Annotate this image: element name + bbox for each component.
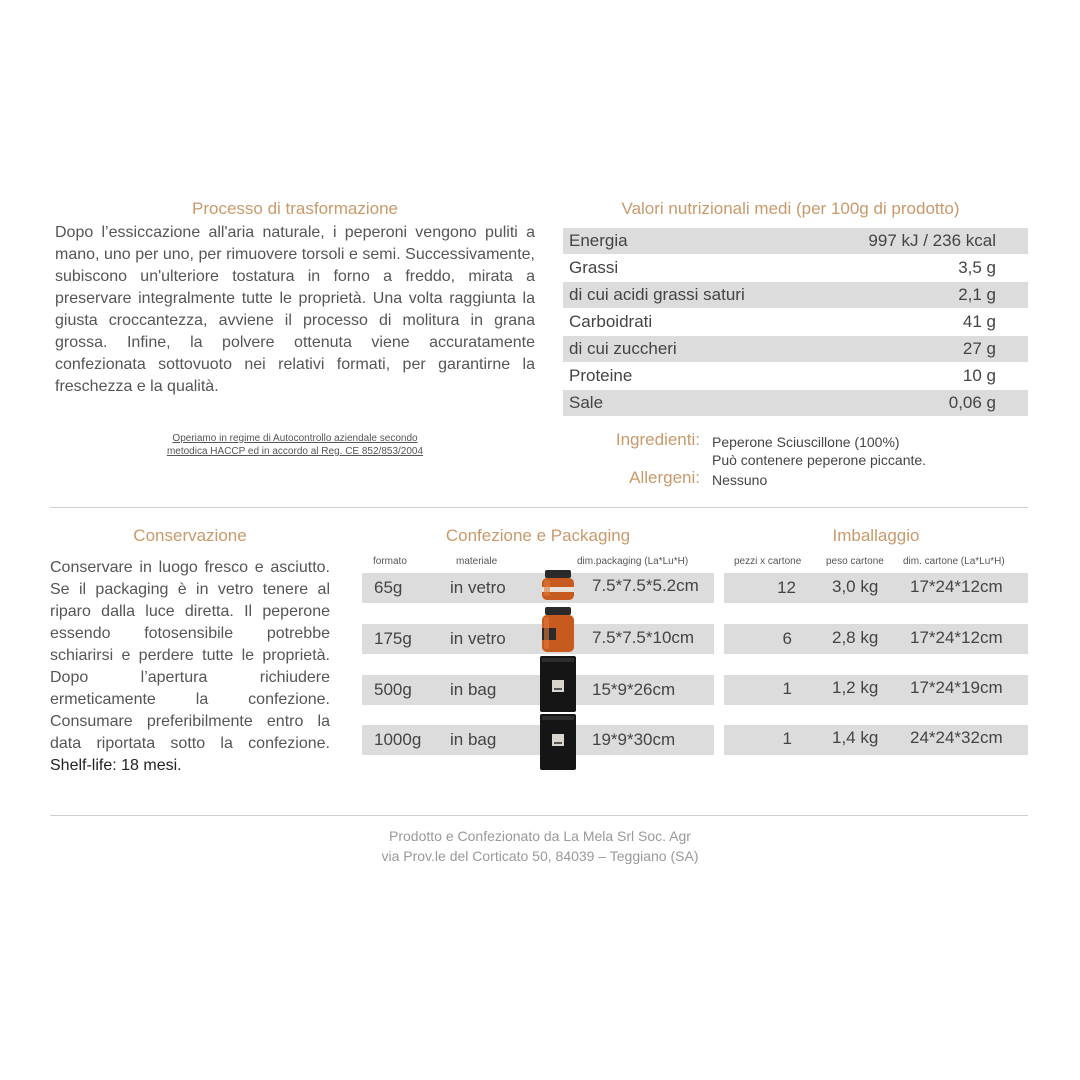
nutrition-label: Grassi bbox=[569, 258, 619, 277]
packaging-dim: 7.5*7.5*10cm bbox=[592, 628, 695, 647]
nutrition-label: di cui acidi grassi saturi bbox=[569, 285, 745, 304]
nutrition-row bbox=[563, 309, 1028, 335]
jar-tall-icon bbox=[539, 606, 577, 654]
footer bbox=[240, 826, 840, 866]
nutrition-row bbox=[563, 228, 1028, 254]
col-formato: formato bbox=[373, 556, 407, 567]
packaging-formato: 175g bbox=[374, 629, 412, 648]
imballaggio-pezzi: 1 bbox=[782, 679, 792, 698]
imballaggio-peso: 2,8 kg bbox=[832, 628, 879, 647]
ingredients-label: Ingredienti: bbox=[615, 430, 700, 449]
imballaggio-pezzi: 6 bbox=[782, 629, 792, 648]
packaging-materiale: in bag bbox=[450, 680, 497, 699]
nutrition-title: Valori nutrizionali medi (per 100g di prodotto) bbox=[621, 199, 960, 218]
packaging-formato: 65g bbox=[374, 578, 403, 597]
footer-company: Prodotto e Confezionato da La Mela Srl Soc. Agr bbox=[389, 828, 691, 844]
nutrition-value: 3,5 g bbox=[958, 258, 996, 277]
col-materiale: materiale bbox=[456, 556, 498, 567]
allergens-value: Nessuno bbox=[712, 472, 768, 488]
imballaggio-pezzi: 12 bbox=[777, 578, 796, 597]
nutrition-value: 41 g bbox=[962, 312, 996, 331]
nutrition-row bbox=[563, 363, 1028, 389]
packaging-materiale: in vetro bbox=[450, 629, 506, 648]
bag-icon bbox=[540, 656, 576, 712]
nutrition-label: Sale bbox=[569, 393, 604, 412]
haccp-note-line1: Operiamo in regime di Autocontrollo aziendale secondo bbox=[172, 433, 418, 444]
nutrition-row bbox=[563, 282, 1028, 308]
packaging-dim: 7.5*7.5*5.2cm bbox=[592, 576, 699, 595]
col-peso: peso cartone bbox=[826, 556, 884, 567]
imballaggio-dim: 24*24*32cm bbox=[910, 728, 1003, 747]
nutrition-value: 997 kJ / 236 kcal bbox=[868, 231, 996, 250]
footer-address: via Prov.le del Corticato 50, 84039 – Teggiano (SA) bbox=[381, 848, 699, 864]
packaging-title: Confezione e Packaging bbox=[445, 526, 631, 545]
col-dim-packaging: dim.packaging (La*Lu*H) bbox=[577, 556, 689, 567]
footer-divider bbox=[50, 815, 1028, 816]
bag-icon bbox=[540, 714, 576, 770]
ingredients-line2: Può contenere peperone piccante. bbox=[712, 452, 927, 468]
ingredients-line1: Peperone Sciuscillone (100%) bbox=[712, 434, 900, 450]
imballaggio-dim: 17*24*12cm bbox=[910, 577, 1003, 596]
allergens-label: Allergeni: bbox=[629, 468, 700, 487]
nutrition-row bbox=[563, 255, 1028, 281]
nutrition-label: di cui zuccheri bbox=[569, 339, 677, 358]
ingredients-value bbox=[712, 433, 926, 469]
packaging-materiale: in bag bbox=[450, 730, 497, 749]
packaging-dim: 19*9*30cm bbox=[592, 730, 676, 749]
nutrition-value: 0,06 g bbox=[948, 393, 996, 412]
nutrition-value: 10 g bbox=[962, 366, 996, 385]
process-text: Dopo l’essiccazione all'aria naturale, i peperoni vengono puliti a mano, uno per uno, per rimuovere torsoli e semi. Successivamente, subiscono un'ulteriore tostatura in forno a freddo, mirata a preservare integralmente tutte le proprietà. Una volta raggiunta la giusta croccantezza, avviene il processo di molitura in grana grossa. Infine, la polvere ottenuta viene accuratamente confezionata sottovuoto nei relativi formati, per garantirne la freschezza e la qualità. bbox=[55, 224, 535, 395]
nutrition-row bbox=[563, 390, 1028, 416]
imballaggio-peso: 1,2 kg bbox=[832, 678, 879, 697]
col-dim-cartone: dim. cartone (La*Lu*H) bbox=[903, 556, 1005, 567]
jar-small-icon bbox=[539, 569, 577, 603]
imballaggio-title: Imballaggio bbox=[832, 526, 920, 545]
conservation-text bbox=[50, 557, 330, 777]
packaging-formato: 1000g bbox=[374, 730, 422, 749]
section-divider bbox=[50, 507, 1028, 508]
nutrition-value: 2,1 g bbox=[958, 285, 996, 304]
imballaggio-pezzi: 1 bbox=[782, 729, 792, 748]
packaging-dim: 15*9*26cm bbox=[592, 680, 676, 699]
haccp-note-line2: metodica HACCP ed in accordo al Reg. CE 852/853/2004 bbox=[166, 446, 424, 457]
conservation-title: Conservazione bbox=[133, 526, 247, 545]
imballaggio-peso: 3,0 kg bbox=[832, 577, 879, 596]
conservation-body: Conservare in luogo fresco e asciutto. Se il packaging è in vetro tenere al riparo dalla luce diretta. Il peperone essendo fotosensibile potrebbe schiarirsi e perdere tutte le proprietà. Dopo l’apertura richiudere ermeticamente la confezione. Consumare preferibilmente entro la data riportata sotto la confezione. bbox=[50, 559, 330, 752]
nutrition-value: 27 g bbox=[962, 339, 996, 358]
packaging-formato: 500g bbox=[374, 680, 412, 699]
process-title: Processo di trasformazione bbox=[192, 199, 398, 218]
imballaggio-peso: 1,4 kg bbox=[832, 728, 879, 747]
haccp-note[interactable] bbox=[55, 432, 535, 458]
nutrition-label: Proteine bbox=[569, 366, 633, 385]
nutrition-label: Energia bbox=[569, 231, 628, 250]
nutrition-row bbox=[563, 336, 1028, 362]
packaging-materiale: in vetro bbox=[450, 578, 506, 597]
col-pezzi: pezzi x cartone bbox=[734, 556, 802, 567]
shelf-life: Shelf-life: 18 mesi. bbox=[50, 757, 182, 774]
imballaggio-dim: 17*24*19cm bbox=[910, 678, 1003, 697]
nutrition-label: Carboidrati bbox=[569, 312, 653, 331]
imballaggio-dim: 17*24*12cm bbox=[910, 628, 1003, 647]
